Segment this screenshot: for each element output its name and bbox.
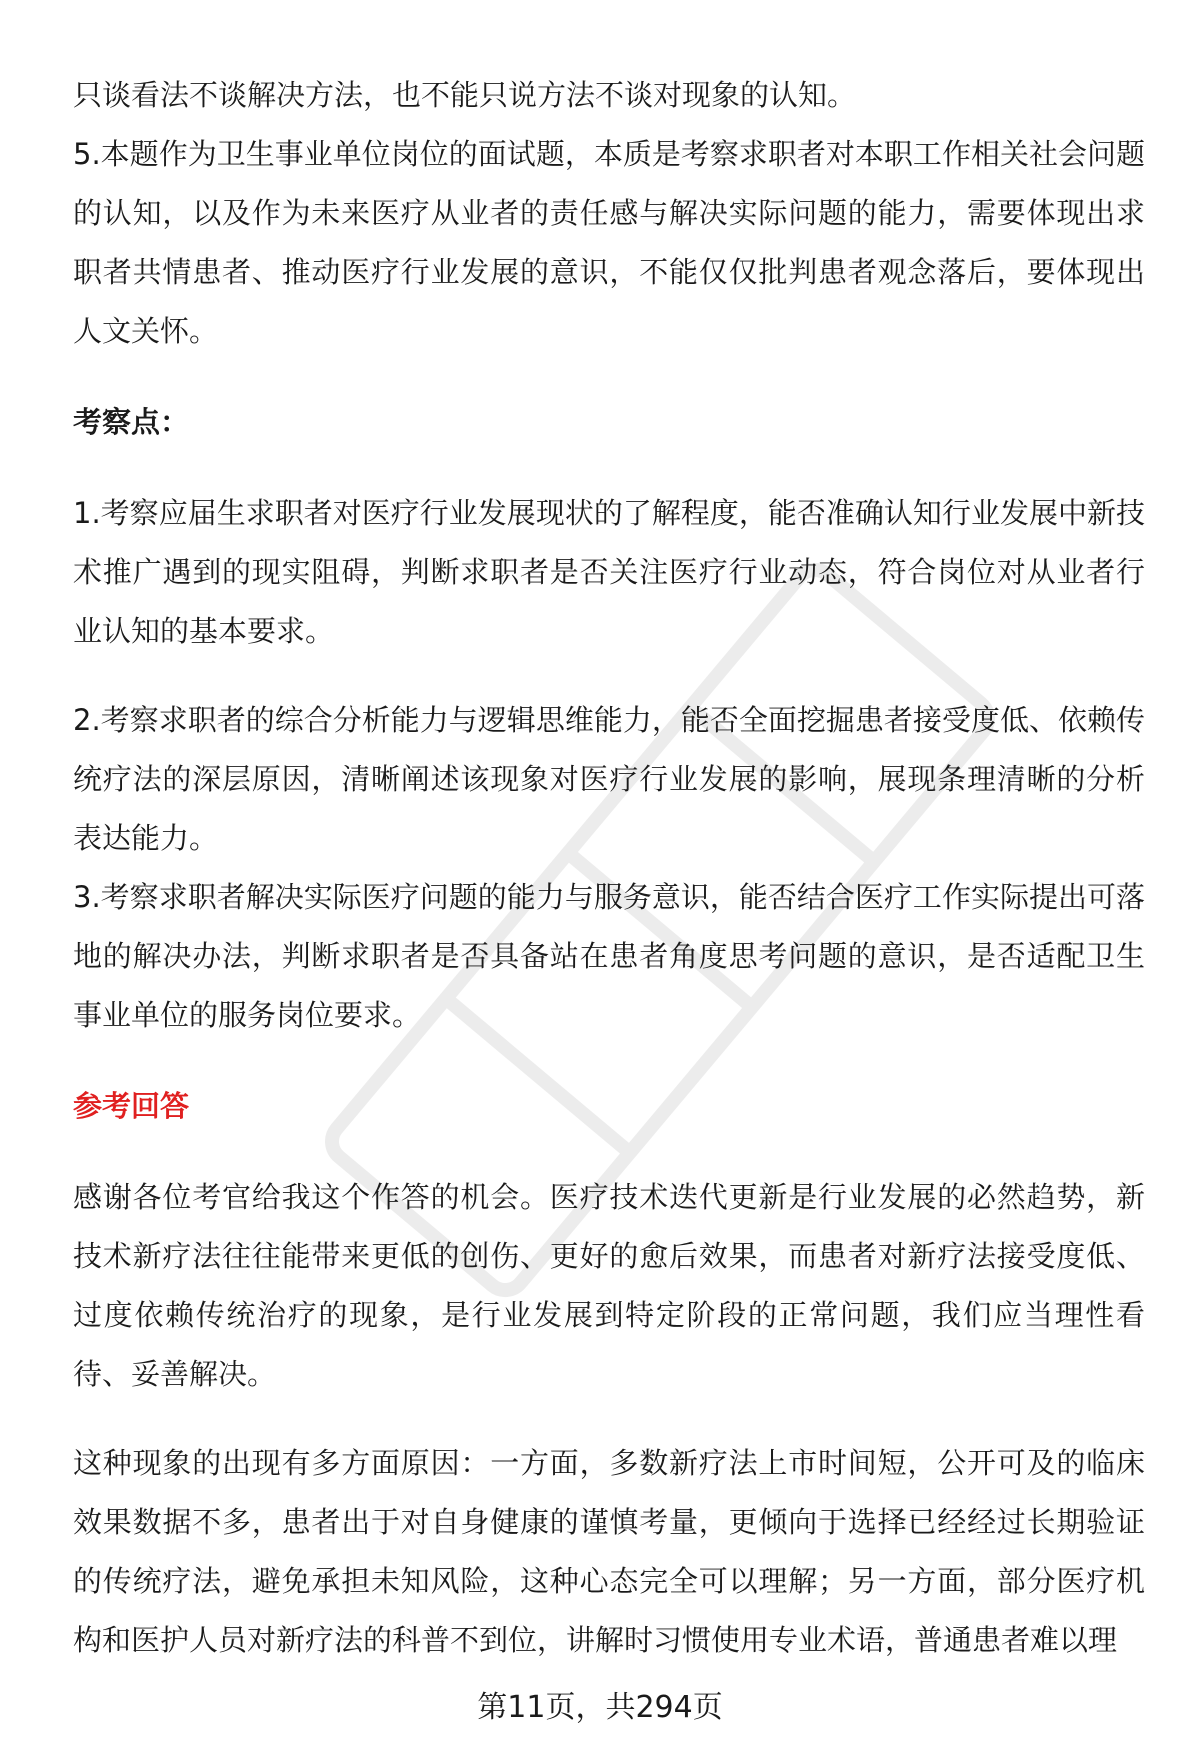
paragraph-kaochadian-1: 1.考察应届生求职者对医疗行业发展现状的了解程度，能否准确认知行业发展中新技术推广遇到的现实阻碍，判断求职者是否关注医疗行业动态，符合岗位对从业者行业认知的基本要求。 — [73, 496, 1145, 648]
paragraph-point-5: 5.本题作为卫生事业单位岗位的面试题，本质是考察求职者对本职工作相关社会问题的认知，以及作为未来医疗从业者的责任感与解决实际问题的能力，需要体现出求职者共情患者、推动医疗行业发展的意识，不能仅仅批判患者观念落后，要体现出人文关怀。 — [73, 137, 1145, 348]
paragraph-answer-1: 感谢各位考官给我这个作答的机会。医疗技术迭代更新是行业发展的必然趋势，新技术新疗法往往能带来更低的创伤、更好的愈后效果，而患者对新疗法接受度低、过度依赖传统治疗的现象，是行业发展到特定阶段的正常问题，我们应当理性看待、妥善解决。 — [73, 1180, 1145, 1391]
paragraph-kaochadian-3: 3.考察求职者解决实际医疗问题的能力与服务意识，能否结合医疗工作实际提出可落地的解决办法，判断求职者是否具备站在患者角度思考问题的意识，是否适配卫生事业单位的服务岗位要求。 — [73, 880, 1145, 1032]
document-body — [73, 66, 1145, 1670]
section-heading-kaochadian: 考察点： — [73, 405, 190, 439]
page-number-footer: 第11页，共294页 — [477, 1690, 723, 1725]
paragraph-kaochadian-2: 2.考察求职者的综合分析能力与逻辑思维能力，能否全面挖掘患者接受度低、依赖传统疗法的深层原因，清晰阐述该现象对医疗行业发展的影响，展现条理清晰的分析表达能力。 — [73, 703, 1145, 855]
paragraph-answer-2: 这种现象的出现有多方面原因：一方面，多数新疗法上市时间短，公开可及的临床效果数据不多，患者出于对自身健康的谨慎考量，更倾向于选择已经经过长期验证的传统疗法，避免承担未知风险，这种心态完全可以理解；另一方面，部分医疗机构和医护人员对新疗法的科普不到位，讲解时习惯使用专业术语，普通患者难以理 — [73, 1446, 1145, 1657]
paragraph-intro-tail: 只谈看法不谈解决方法，也不能只说方法不谈对现象的认知。 — [73, 78, 857, 112]
section-heading-reference-answer: 参考回答 — [73, 1089, 190, 1123]
